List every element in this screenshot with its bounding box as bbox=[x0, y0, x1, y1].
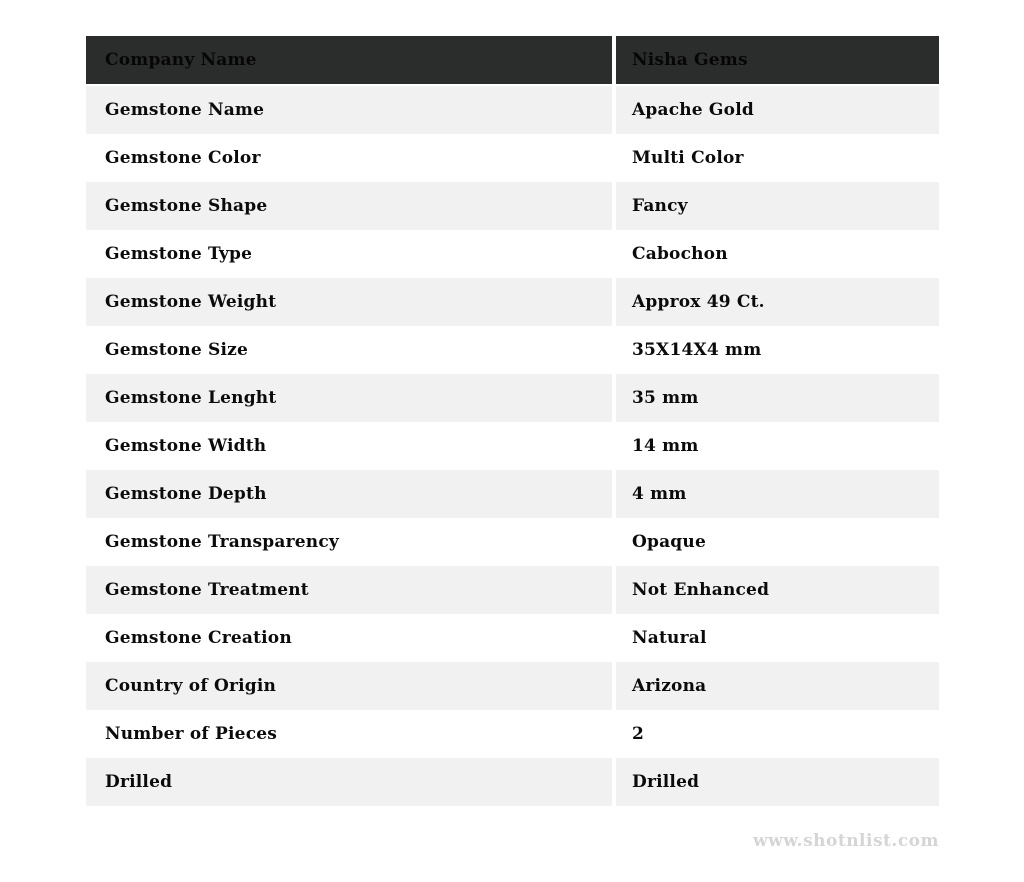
table-row bbox=[86, 86, 939, 134]
row-label: Gemstone Name bbox=[86, 86, 612, 134]
row-label: Gemstone Type bbox=[86, 230, 612, 278]
row-label: Number of Pieces bbox=[86, 710, 612, 758]
row-label: Gemstone Width bbox=[86, 422, 612, 470]
table-row bbox=[86, 566, 939, 614]
row-label: Gemstone Depth bbox=[86, 470, 612, 518]
row-label: Gemstone Treatment bbox=[86, 566, 612, 614]
row-label: Gemstone Weight bbox=[86, 278, 612, 326]
table-row bbox=[86, 710, 939, 758]
row-label: Drilled bbox=[86, 758, 612, 806]
row-value: Apache Gold bbox=[616, 86, 939, 134]
watermark-text: www.shotnlist.com bbox=[752, 831, 939, 851]
table-row bbox=[86, 518, 939, 566]
table-row bbox=[86, 374, 939, 422]
table-row bbox=[86, 758, 939, 806]
row-value: 35 mm bbox=[616, 374, 939, 422]
table-row bbox=[86, 230, 939, 278]
table-row bbox=[86, 134, 939, 182]
row-value: 14 mm bbox=[616, 422, 939, 470]
row-label: Gemstone Transparency bbox=[86, 518, 612, 566]
row-value: 2 bbox=[616, 710, 939, 758]
row-value: Arizona bbox=[616, 662, 939, 710]
row-label: Gemstone Size bbox=[86, 326, 612, 374]
table-row bbox=[86, 614, 939, 662]
row-label: Gemstone Shape bbox=[86, 182, 612, 230]
table-header-row bbox=[86, 36, 939, 84]
row-value: Approx 49 Ct. bbox=[616, 278, 939, 326]
row-label: Gemstone Creation bbox=[86, 614, 612, 662]
row-label: Gemstone Color bbox=[86, 134, 612, 182]
table-row bbox=[86, 326, 939, 374]
row-value: Multi Color bbox=[616, 134, 939, 182]
row-label: Country of Origin bbox=[86, 662, 612, 710]
table-row bbox=[86, 422, 939, 470]
row-value: Cabochon bbox=[616, 230, 939, 278]
row-value: 4 mm bbox=[616, 470, 939, 518]
row-value: Fancy bbox=[616, 182, 939, 230]
header-value-cell: Nisha Gems bbox=[616, 36, 939, 84]
table-row bbox=[86, 182, 939, 230]
table-row bbox=[86, 278, 939, 326]
row-value: Not Enhanced bbox=[616, 566, 939, 614]
row-value: 35X14X4 mm bbox=[616, 326, 939, 374]
row-value: Drilled bbox=[616, 758, 939, 806]
row-label: Gemstone Lenght bbox=[86, 374, 612, 422]
table-row bbox=[86, 662, 939, 710]
gemstone-spec-table bbox=[86, 36, 939, 806]
row-value: Opaque bbox=[616, 518, 939, 566]
header-label-cell: Company Name bbox=[86, 36, 612, 84]
row-value: Natural bbox=[616, 614, 939, 662]
table-row bbox=[86, 470, 939, 518]
